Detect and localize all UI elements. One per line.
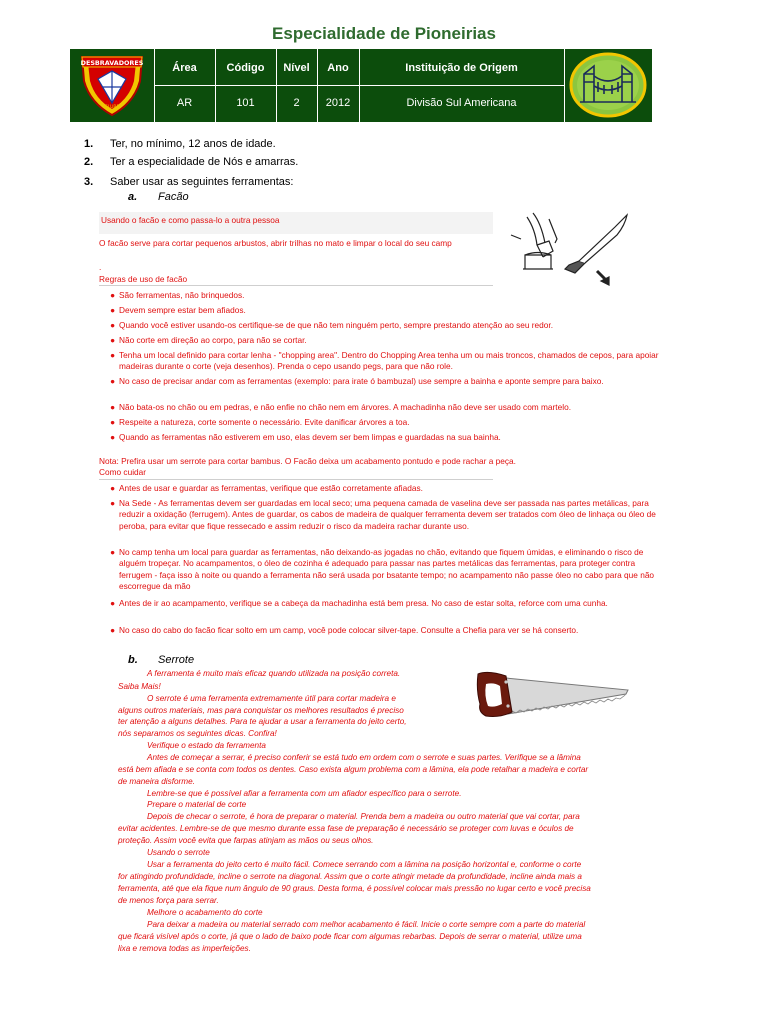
list-item: [110, 547, 664, 593]
serrote-line: Verifique o estado da ferramenta: [147, 741, 266, 750]
serrote-line: Para deixar a madeira ou material serrado com melhor acabamento é fácil. Inicie o corte sempre com a parte do material: [147, 920, 586, 929]
facao-dot: .: [99, 262, 102, 272]
col-codigo: Código: [226, 62, 265, 74]
list-item: [110, 402, 664, 413]
list-item: [110, 350, 664, 373]
list-item: [110, 598, 664, 609]
list-text: São ferramentas, não brinquedos.: [119, 290, 245, 300]
logo-text-top: DESBRAVADORES: [80, 59, 144, 67]
list-item: [110, 376, 664, 387]
sub-text: Serrote: [158, 654, 195, 666]
bullet-icon: ●: [110, 402, 116, 412]
bullet-icon: ●: [110, 350, 116, 360]
val-nivel: 2: [293, 97, 300, 109]
list-text: Respeite a natureza, corte somente o necessário. Evite danificar árvores a toa.: [119, 417, 410, 427]
facao-rules-title: Regras de uso de facão: [99, 274, 188, 284]
serrote-line: está bem afiada e se conta com todos os dentes. Caso exista algum problema com a lâmina, ela pode retalhar a madeira e cortar: [118, 765, 589, 774]
bullet-icon: ●: [110, 625, 116, 635]
serrote-line: proteção. Assim você evita que farpas atinjam as mãos ou seus olhos.: [118, 836, 374, 845]
page-title: Especialidade de Pioneirias: [272, 24, 496, 43]
facao-intro: O facão serve para cortar pequenos arbustos, abrir trilhas no mato e limpar o local do seu camp: [99, 238, 452, 248]
list-text: Antes de ir ao acampamento, verifique se a cabeça da machadinha está bem presa. No caso de estar solta, reforce com uma cunha.: [119, 598, 608, 608]
divider: [99, 285, 493, 286]
serrote-line: Usar a ferramenta do jeito certo é muito fácil. Comece serrando com a lâmina na posição horizontal e, conforme o corte: [147, 860, 582, 869]
saw-illustration: [472, 668, 632, 720]
list-item: [110, 432, 664, 443]
list-item: [84, 138, 276, 150]
list-item: [110, 305, 664, 316]
divider: [154, 85, 564, 86]
serrote-line: Melhore o acabamento do corte: [147, 908, 263, 917]
serrote-line: alguns outros materiais, mas para conquistar os melhores resultados é preciso: [118, 706, 404, 715]
list-text: Tenha um local definido para cortar lenha - "chopping area". Dentro do Chopping Area tenha um ou mais troncos, chamados de cepos, para apoiar madeiras durante o corte (veja desenhos). Prenda o cepo usando pegs, para que não role.: [119, 350, 659, 372]
serrote-line: de menos força para serrar.: [118, 896, 219, 905]
bullet-icon: ●: [110, 320, 116, 330]
list-text: Quando as ferramentas não estiverem em uso, elas devem ser bem limpas e guardadas na sua bainha.: [119, 432, 501, 442]
serrote-line: Antes de começar a serrar, é preciso conferir se está tudo em ordem com o serrote e suas partes. Verifique se a lâmina: [147, 753, 581, 762]
col-nivel: Nível: [283, 62, 310, 74]
specialty-header-table: [70, 49, 652, 122]
logo-text-bottom: CLUBE: [104, 105, 120, 110]
serrote-line: Lembre-se que é possível afiar a ferramenta com um afiador específico para o serrote.: [147, 789, 462, 798]
list-item: [84, 176, 293, 188]
bullet-icon: ●: [110, 498, 116, 508]
serrote-line: Usando o serrote: [147, 848, 210, 857]
list-text: No camp tenha um local para guardar as ferramentas, não deixando-as jogadas no chão, evitando que fiquem úmidas, e eliminando o risco de alguém tropeçar. No acampamentos, o óleo de cozinha é adequado para passar nas partes metálicas das ferramentas, para proteger contra ferrugem - faça isso à noite ou quando a ferramenta não será usada por bsatante tempo; no acampamento não passe óleo no cabo para que não escorregue da mão: [119, 547, 655, 592]
list-text: Devem sempre estar bem afiados.: [119, 305, 246, 315]
list-text: Ter a especialidade de Nós e amarras.: [110, 156, 299, 168]
serrote-line: de maneira disforme.: [118, 777, 195, 786]
list-item: [84, 156, 298, 168]
list-text: Na Sede - As ferramentas devem ser guardadas em local seco; uma pequena camada de vaselina deve ser passada nas partes metálicas, para reduzir a oxidação (ferrugem). Antes de guardar, os cabos de madeira de qualquer ferramenta devem ser tratados com óleo de linhaça ou óleo de peroba, para evitar que fique ressecado e assim reduzir o risco da madeira rachar durante uso.: [119, 498, 656, 531]
sub-letter: a.: [128, 191, 138, 203]
facao-care-title: Como cuidar: [99, 467, 147, 477]
bullet-icon: ●: [110, 290, 116, 300]
val-ano: 2012: [325, 97, 351, 109]
bullet-icon: ●: [110, 483, 116, 493]
list-item: [110, 625, 664, 636]
list-number: 1.: [84, 138, 94, 150]
subsection-b-title: [128, 654, 194, 666]
col-ano: Ano: [327, 62, 349, 74]
serrote-line: A ferramenta é muito mais eficaz quando utilizada na posição correta.: [147, 669, 401, 678]
bullet-icon: ●: [110, 305, 116, 315]
bullet-icon: ●: [110, 376, 116, 386]
desbravadores-logo: [74, 51, 150, 120]
serrote-line: lixa e remova todas as imperfeições.: [118, 944, 251, 953]
val-area: AR: [176, 97, 193, 109]
bullet-icon: ●: [110, 432, 116, 442]
col-instituicao: Instituição de Origem: [405, 62, 518, 74]
list-number: 2.: [84, 156, 94, 168]
list-text: Ter, no mínimo, 12 anos de idade.: [110, 138, 276, 150]
list-item: [110, 483, 664, 494]
facao-note: Nota: Prefira usar um serrote para cortar bambus. O Facão deixa um acabamento pontudo e pode rachar a peça.: [99, 456, 516, 466]
facao-heading: Usando o facão e como passa-lo a outra pessoa: [101, 215, 280, 225]
list-item: [110, 320, 664, 331]
val-instituicao: Divisão Sul Americana: [406, 97, 517, 109]
facao-usage-illustration: [505, 205, 633, 287]
list-number: 3.: [84, 176, 94, 188]
list-text: Saber usar as seguintes ferramentas:: [110, 176, 294, 188]
sub-letter: b.: [128, 654, 138, 666]
serrote-line: Saiba Mais!: [118, 682, 161, 691]
list-text: Antes de usar e guardar as ferramentas, verifique que estão corretamente afiadas.: [119, 483, 423, 493]
bullet-icon: ●: [110, 547, 116, 557]
subsection-a-title: [128, 191, 189, 203]
bullet-icon: ●: [110, 598, 116, 608]
list-text: No caso do cabo do facão ficar solto em um camp, você pode colocar silver-tape. Consulte a Chefia para ver se há conserto.: [119, 625, 579, 635]
serrote-line: ferramenta, até que ela fique num ângulo de 90 graus. Desta forma, é possível colocar mais pressão no lugar certo e você precisa: [118, 884, 591, 893]
serrote-line: for atingindo profundidade, incline o serrote na diagonal. Assim que o corte atingir metade da profundidade, incline ainda mais a: [118, 872, 582, 881]
serrote-line: O serrote é uma ferramenta extremamente útil para cortar madeira e: [147, 694, 396, 703]
bullet-icon: ●: [110, 417, 116, 427]
val-codigo: 101: [236, 97, 255, 109]
serrote-line: evitar acidentes. Lembre-se de que mesmo durante essa fase de preparação é necessário se proteger com luvas e óculos de: [118, 824, 574, 833]
list-item: [110, 417, 664, 428]
list-text: Não corte em direção ao corpo, para não se cortar.: [119, 335, 307, 345]
list-item: [110, 498, 664, 532]
serrote-line: Depois de checar o serrote, é hora de preparar o material. Prenda bem a madeira ou outro material que vai cortar, para: [147, 812, 580, 821]
bullet-icon: ●: [110, 335, 116, 345]
divider: [564, 49, 565, 122]
serrote-line: ter atenção a alguns detalhes. Para te ajudar a usar a ferramenta do jeito certo,: [118, 717, 407, 726]
serrote-line: Prepare o material de corte: [147, 800, 247, 809]
list-item: [110, 335, 664, 346]
list-text: Quando você estiver usando-os certifique-se de que não tem ninguém perto, sempre prestando atenção ao seu redor.: [119, 320, 554, 330]
divider: [99, 479, 493, 480]
serrote-line: que ficará visível após o corte, já que o lado de baixo pode ficar com algumas rebarbas. Depois de serrar o material, utilize uma: [118, 932, 582, 941]
sub-text: Facão: [158, 191, 189, 203]
list-item: [110, 290, 664, 301]
col-area: Área: [172, 62, 197, 74]
serrote-line: nós separamos os seguintes dicas. Confira!: [118, 729, 277, 738]
pioneirias-badge-icon: [568, 52, 648, 119]
list-text: Não bata-os no chão ou em pedras, e não enfie no chão nem em árvores. A machadinha não deve ser usado com martelo.: [119, 402, 571, 412]
list-text: No caso de precisar andar com as ferramentas (exemplo: para irate ó bambuzal) use sempre a bainha e aponte sempre para baixo.: [119, 376, 604, 386]
